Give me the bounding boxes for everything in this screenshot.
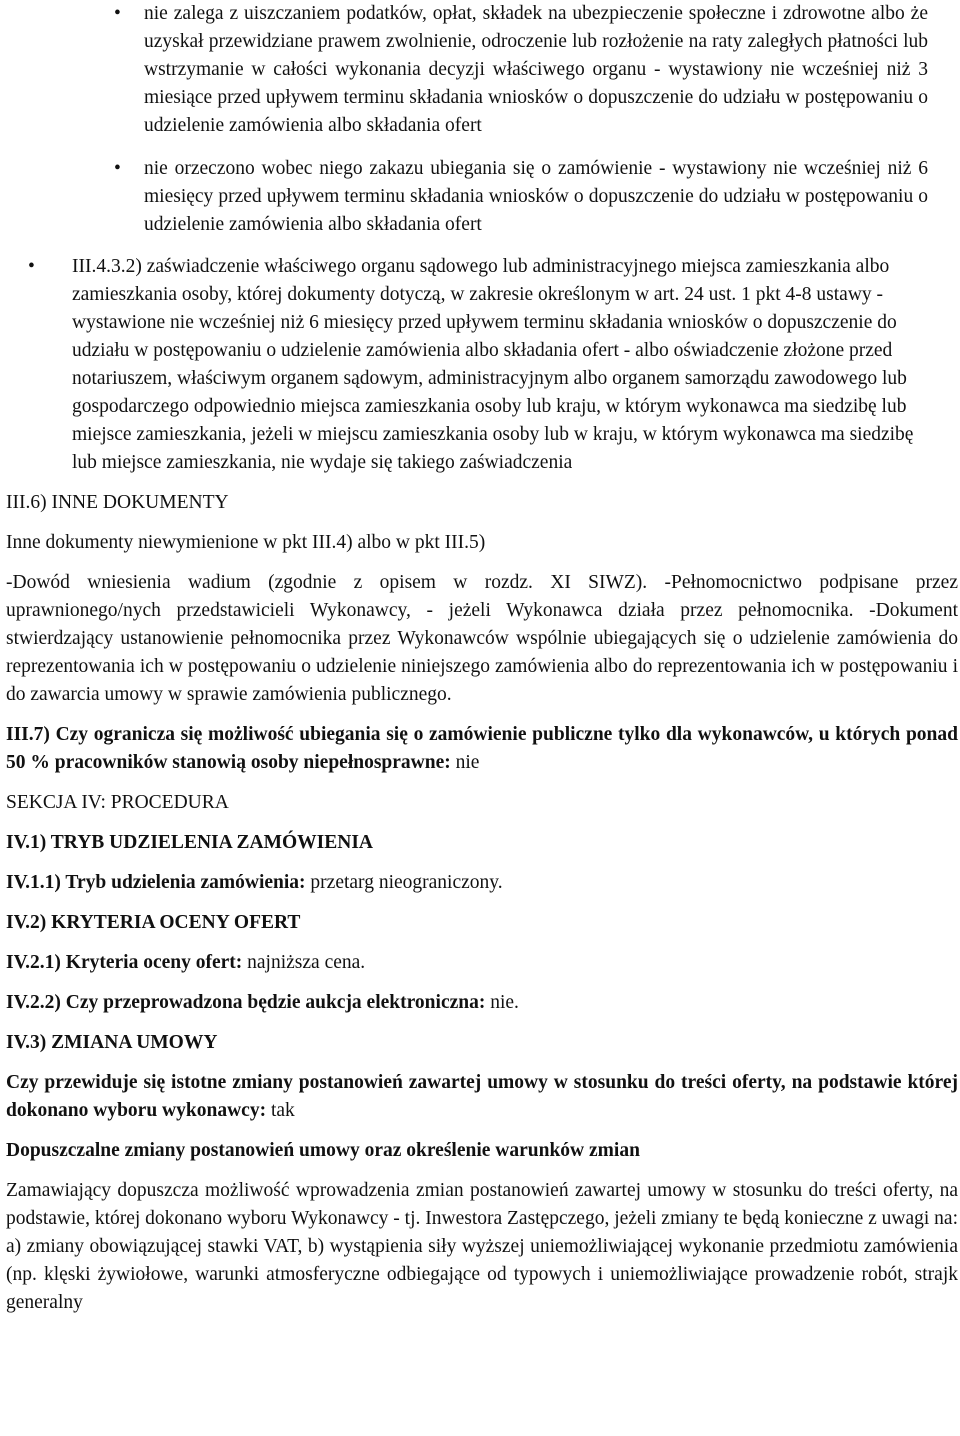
- inne-dokumenty-text: -Dowód wniesienia wadium (zgodnie z opisem w rozdz. XI SIWZ). -Pełnomocnictwo podpisane przez uprawnionego/nych przedstawicieli Wykonawcy, - jeżeli Wykonawca działa przez pełnomocnika. -Dokument stwierdzający ustanowienie pełnomocnika przez Wykonawców wspólnie ubiegających się o udzielenie zamówienia do reprezentowania ich w postępowaniu o udzielenie niniejszego zamówienia albo do reprezentowania ich w postępowaniu i do zawarcia umowy w sprawie zamówienia publicznego.: [6, 572, 958, 705]
- iv22-paragraph: [0, 989, 956, 1017]
- iv22-label: IV.2.2) Czy przeprowadzona będzie aukcja elektroniczna:: [6, 992, 486, 1013]
- iv1-heading-text: IV.1) TRYB UDZIELENIA ZAMÓWIENIA: [6, 832, 374, 853]
- iv3-heading: [0, 1029, 956, 1057]
- iv3-question-paragraph: [0, 1069, 958, 1125]
- iv1-heading: [0, 829, 956, 857]
- iv11-value: przetarg nieograniczony.: [305, 872, 503, 893]
- iv21-label: IV.2.1) Kryteria oceny ofert:: [6, 952, 243, 973]
- inne-dokumenty-sub: Inne dokumenty niewymienione w pkt III.4) albo w pkt III.5): [6, 532, 486, 553]
- section-iv-title: SEKCJA IV: PROCEDURA: [6, 792, 229, 813]
- bullet-list-level1: [72, 253, 930, 477]
- bullet-item: • III.4.3.2) zaświadczenie właściwego organu sądowego lub administracyjnego miejsca zamieszkania albo zamieszkania osoby, której dokumenty dotyczą, w zakresie określonym w art. 24 ust. 1 pkt 4-8 ustawy - wystawione nie wcześniej niż 6 miesięcy przed upływem terminu składania wniosków o dopuszczenie do udziału w postępowaniu o udzielenie zamówienia albo składania ofert - albo oświadczenie złożone przed notariuszem, właściwym organem sądowym, administracyjnym albo organem samorządu zawodowego lub gospodarczego odpowiednio miejsca zamieszkania osoby lub kraju, w którym wykonawca ma siedzibę lub miejsce zamieszkania, jeżeli w miejscu zamieszkania osoby lub w kraju, w którym wykonawca ma siedzibę lub miejsce zamieszkania, nie wydaje się takiego zaświadczenia: [72, 253, 930, 477]
- iv3-question: Czy przewiduje się istotne zmiany postanowień zawartej umowy w stosunku do treści oferty, na podstawie której dokonano wyboru wykonawcy:: [6, 1072, 958, 1121]
- iii7-paragraph: [0, 721, 958, 777]
- iii7-answer: nie: [450, 752, 480, 773]
- bullet-item: • nie zalega z uiszczaniem podatków, opłat, składek na ubezpieczenie społeczne i zdrowotne albo że uzyskał przewidziane prawem zwolnienie, odroczenie lub rozłożenie na raty zaległych płatności lub wstrzymanie w całości wykonania decyzji właściwego organu - wystawiony nie wcześniej niż 3 miesiące przed upływem terminu składania wniosków o dopuszczenie do udziału w postępowaniu o udzielenie zamówienia albo składania ofert: [144, 0, 928, 140]
- iv2-heading-text: IV.2) KRYTERIA OCENY OFERT: [6, 912, 301, 933]
- bullet-list-level2: [144, 0, 928, 239]
- iv22-value: nie.: [485, 992, 519, 1013]
- iv11-paragraph: [0, 869, 956, 897]
- iv3-text: Zamawiający dopuszcza możliwość wprowadzenia zmian postanowień zawartej umowy w stosunku do treści oferty, na podstawie, której dokonano wyboru Wykonawcy - tj. Inwestora Zastępczego, jeżeli zmiany te będą konieczne z uwagi na: a) zmiany obowiązującej stawki VAT, b) wystąpienia siły wyższej uniemożliwiającej wykonanie przedmiotu zamówienia (np. klęski żywiołowe, warunki atmosferyczne odbiegające od typowych i uniemożliwiające prowadzenie robót, strajk generalny: [6, 1180, 959, 1313]
- iv3-heading-text: IV.3) ZMIANA UMOWY: [6, 1032, 218, 1053]
- iv11-label: IV.1.1) Tryb udzielenia zamówienia:: [6, 872, 306, 893]
- section-heading-iii6: III.6) INNE DOKUMENTY: [6, 492, 229, 513]
- iv3-answer: tak: [266, 1100, 295, 1121]
- iv3-sub-text: Dopuszczalne zmiany postanowień umowy oraz określenie warunków zmian: [6, 1140, 640, 1161]
- iv3-sub-heading: [0, 1137, 956, 1165]
- bullet-item: • nie orzeczono wobec niego zakazu ubiegania się o zamówienie - wystawiony nie wcześniej niż 6 miesięcy przed upływem terminu składania wniosków o dopuszczenie do udziału w postępowaniu o udzielenie zamówienia albo składania ofert: [144, 155, 928, 239]
- iv21-value: najniższa cena.: [242, 952, 366, 973]
- iv2-heading: [0, 909, 956, 937]
- iii7-question: III.7) Czy ogranicza się możliwość ubiegania się o zamówienie publiczne tylko dla wykonawców, u których ponad 50 % pracowników stanowią osoby niepełnosprawne:: [6, 724, 958, 773]
- iv21-paragraph: [0, 949, 956, 977]
